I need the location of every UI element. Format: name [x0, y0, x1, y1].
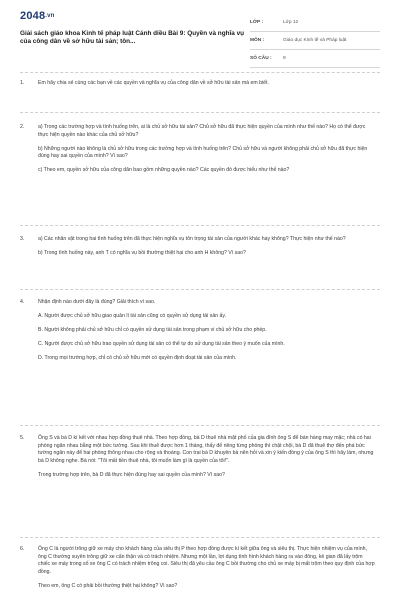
divider	[20, 425, 380, 426]
question-4	[20, 299, 375, 369]
question-number: 4.	[20, 299, 25, 305]
divider	[20, 225, 380, 226]
document-title: Giải sách giáo khoa Kinh tế pháp luật Cánh diều Bài 9: Quyền và nghĩa vụ của công dân về sở hữu tài sản; tôn...	[20, 30, 245, 45]
question-number: 5.	[20, 435, 25, 441]
meta-count-value: 9	[283, 56, 286, 61]
question-2	[20, 124, 375, 181]
header	[0, 0, 400, 68]
meta-class-label: LỚP :	[250, 20, 264, 25]
question-5	[20, 435, 375, 486]
meta-row-subject	[250, 32, 380, 50]
question-6	[20, 546, 375, 597]
question-paragraph: Em hãy chia sẻ cùng các bạn về các quyền và nghĩa vụ của công dân về sở hữu tài sản mà em biết.	[38, 80, 269, 86]
question-1	[20, 80, 375, 94]
divider	[20, 72, 380, 73]
meta-row-count	[250, 50, 380, 68]
question-number: 1.	[20, 80, 25, 86]
question-number: 2.	[20, 124, 25, 130]
question-number: 6.	[20, 546, 25, 552]
meta-row-class	[250, 14, 380, 32]
question-paragraph: Ông C là người trông giữ xe máy cho khách hàng của siêu thị P theo hợp đồng được kí kết giữa ông và siêu thị. Thực hiện nhiệm vụ của mình, ông C thường xuyên trông giữ xe cẩn thận và có trách nhiệm. Nhưng một lần, lợi dụng tình hình khách hàng ra vào đông, kẻ gian đã lấy trộm chiếc xe máy trong số xe ông C có trách nhiệm trông coi. Siêu thị đã yêu cầu ông C bồi thường cho chủ xe máy bị mất trộm theo quy định của hợp đồng.	[38, 546, 375, 575]
meta-count-label: SỐ CÂU :	[250, 56, 272, 61]
brand-logo[interactable]	[20, 10, 55, 22]
answer-option-d: D. Trong mọi trường hợp, chỉ có chủ sở hữu mới có quyền định đoạt tài sản của mình.	[38, 355, 237, 361]
question-3	[20, 236, 375, 264]
question-paragraph: Trong trường hợp trên, bà D đã thực hiện đúng hay sai quyền của mình? Vì sao?	[38, 471, 225, 478]
document-meta	[250, 14, 380, 68]
answer-option-c: C. Người được chủ sở hữu trao quyền sử dụng tài sản có thể tự do sử dụng tài sản theo ý muốn của mình.	[38, 341, 285, 347]
question-paragraph: a) Trong các trường hợp và tình huống trên, ai là chủ sở hữu tài sản? Chủ sở hữu đã thực hiện quyền của mình như thế nào? Họ có thể được thực hiện quyền nào khác của chủ sở hữu?	[38, 124, 366, 138]
question-paragraph: Theo em, ông C có phải bồi thường thiệt hại không? Vì sao?	[38, 582, 178, 589]
divider	[20, 289, 380, 290]
question-paragraph: Ông S và bà D kí kết với nhau hợp đồng thuê nhà. Theo hợp đồng, bà D thuê nhà mặt phố của gia đình ông S để bán hàng may mặc; nhà có hai phòng ngăn nhau bằng một bức tường. Sau khi thuê được hơn 1 tháng, thấy để riêng từng phòng thì chật chội, bà D đã thuê thợ đến phá bức tường ngăn này để hai phòng thông nhau cho rộng và thoáng. Con trai bà D khuyên bà nên hỏi và xin ý kiến đồng ý của ông S thì hãy làm, nhưng bà D không nghe. Bà nói: "Tôi mất tiền thuê nhà, tôi muốn làm gì là quyền của tôi!".	[38, 435, 374, 464]
meta-subject-label: MÔN :	[250, 38, 265, 43]
logo-suffix: .vn	[45, 13, 55, 20]
question-number: 3.	[20, 236, 25, 242]
question-paragraph: c) Theo em, quyền sở hữu của công dân bao gồm những quyền nào? Các quyền đó được hiểu như thế nào?	[38, 167, 290, 173]
question-paragraph: a) Các nhân vật trong hai tình huống trên đã thực hiện nghĩa vụ tôn trọng tài sản của người khác hay không? Thực hiện như thế nào?	[38, 236, 346, 242]
logo-text: 2048	[20, 10, 46, 22]
meta-class-value: Lớp 12	[283, 20, 299, 25]
question-paragraph: b) Trong tình huống này, anh T có nghĩa vụ bồi thường thiệt hại cho anh H không? Vì sao?	[38, 250, 246, 256]
answer-option-a: A. Người được chủ sở hữu giao quản lí tài sản cũng có quyền sử dụng tài sản ấy.	[38, 313, 227, 319]
divider	[20, 537, 380, 538]
meta-subject-value: Giáo dục Kinh tế và Pháp luật	[283, 38, 347, 43]
divider	[20, 112, 380, 113]
answer-option-b: B. Người không phải chủ sở hữu chỉ có quyền sử dụng tài sản trong phạm vi chủ sở hữu cho phép.	[38, 327, 267, 333]
question-paragraph: b) Những người nào không là chủ sở hữu trong các trường hợp và tình huống trên? Chủ sở hữu và người không phải chủ sở hữu đã thực hiện đúng hay sai quyền của mình? Vì sao?	[38, 145, 368, 159]
question-paragraph: Nhận định nào dưới đây là đúng? Giải thích vì sao.	[38, 299, 156, 305]
